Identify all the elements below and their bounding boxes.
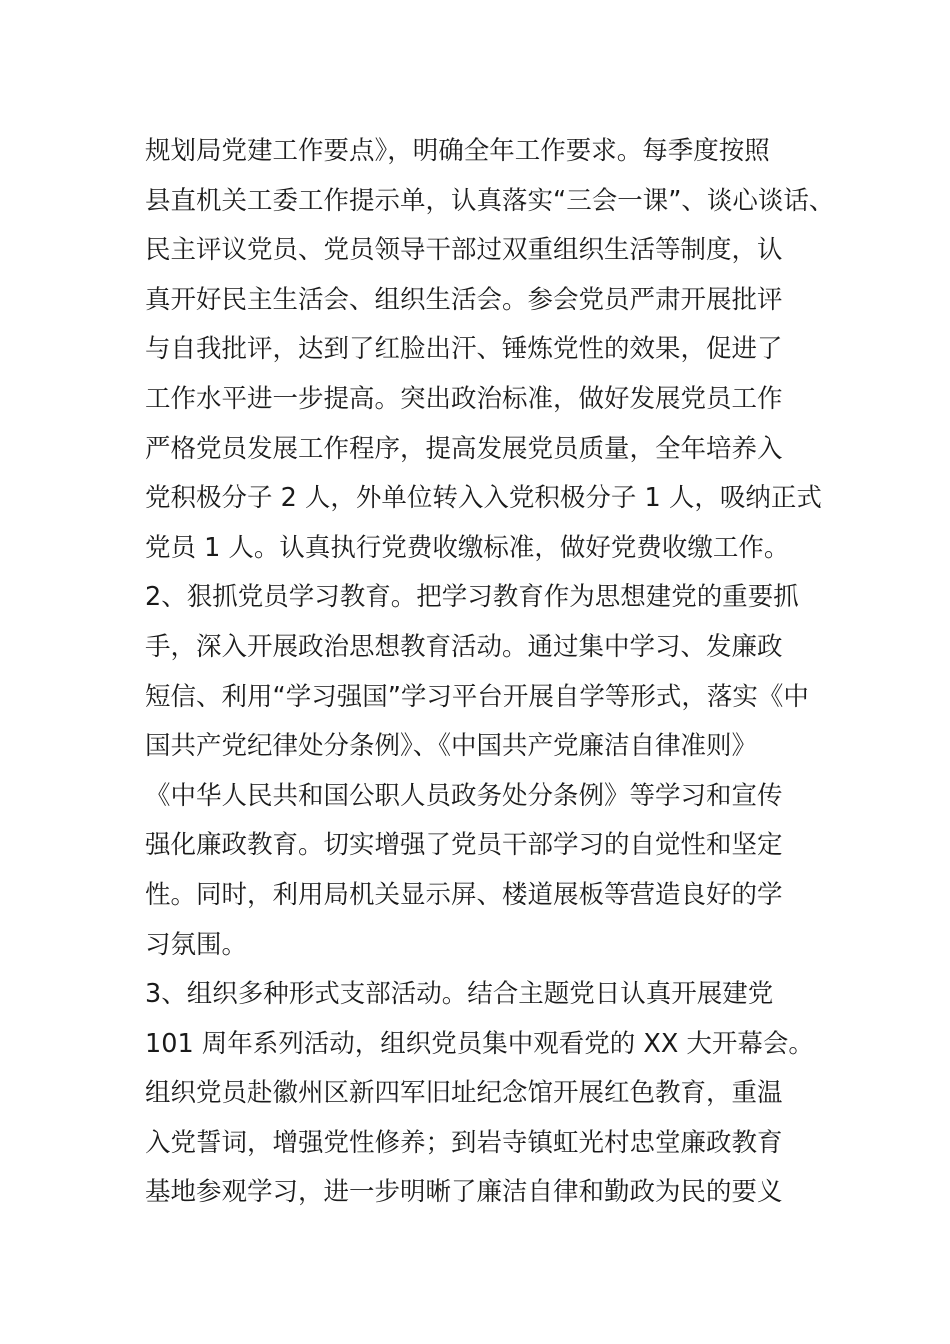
text-line: 工作水平进一步提高。突出政治标准，做好发展党员工作 [145,383,783,414]
text-line: 手，深入开展政治思想教育活动。通过集中学习、发廉政 [145,631,783,662]
text-line: 与自我批评，达到了红脸出汗、锤炼党性的效果，促进了 [145,334,783,365]
text-line: 3、组织多种形式支部活动。结合主题党日认真开展建党 [145,979,774,1010]
text-line: 《中华人民共和国公职人员政务处分条例》等学习和宣传 [145,780,783,811]
text-line: 2、狠抓党员学习教育。把学习教育作为思想建党的重要抓 [145,582,799,613]
text-line: 民主评议党员、党员领导干部过双重组织生活等制度，认 [145,235,783,266]
text-line: 党员 1 人。认真执行党费收缴标准，做好党费收缴工作。 [145,532,790,563]
text-line: 短信、利用“学习强国”学习平台开展自学等形式，落实《中 [145,681,809,712]
text-line: 县直机关工委工作提示单，认真落实“三会一课”、谈心谈话、 [145,185,835,216]
text-line: 国共产党纪律处分条例》、《中国共产党廉洁自律准则》 [145,731,758,762]
text-line: 101 周年系列活动，组织党员集中观看党的 XX 大开幕会。 [145,1028,814,1059]
text-line: 党积极分子 2 人，外单位转入入党积极分子 1 人，吸纳正式 [145,483,822,514]
text-line: 严格党员发展工作程序，提高发展党员质量，全年培养入 [145,433,783,464]
text-line: 真开好民主生活会、组织生活会。参会党员严肃开展批评 [145,284,783,315]
body-text [145,127,835,1218]
text-line: 性。同时，利用局机关显示屏、楼道展板等营造良好的学 [145,879,783,910]
text-line: 入党誓词，增强党性修养；到岩寺镇虹光村忠堂廉政教育 [145,1127,783,1158]
text-line: 强化廉政教育。切实增强了党员干部学习的自觉性和坚定 [145,830,783,861]
text-line: 规划局党建工作要点》，明确全年工作要求。每季度按照 [145,136,770,166]
text-line: 基地参观学习，进一步明晰了廉洁自律和勤政为民的要义 [145,1177,783,1208]
text-line: 组织党员赴徽州区新四军旧址纪念馆开展红色教育，重温 [145,1078,783,1109]
text-line: 习氛围。 [145,929,248,960]
